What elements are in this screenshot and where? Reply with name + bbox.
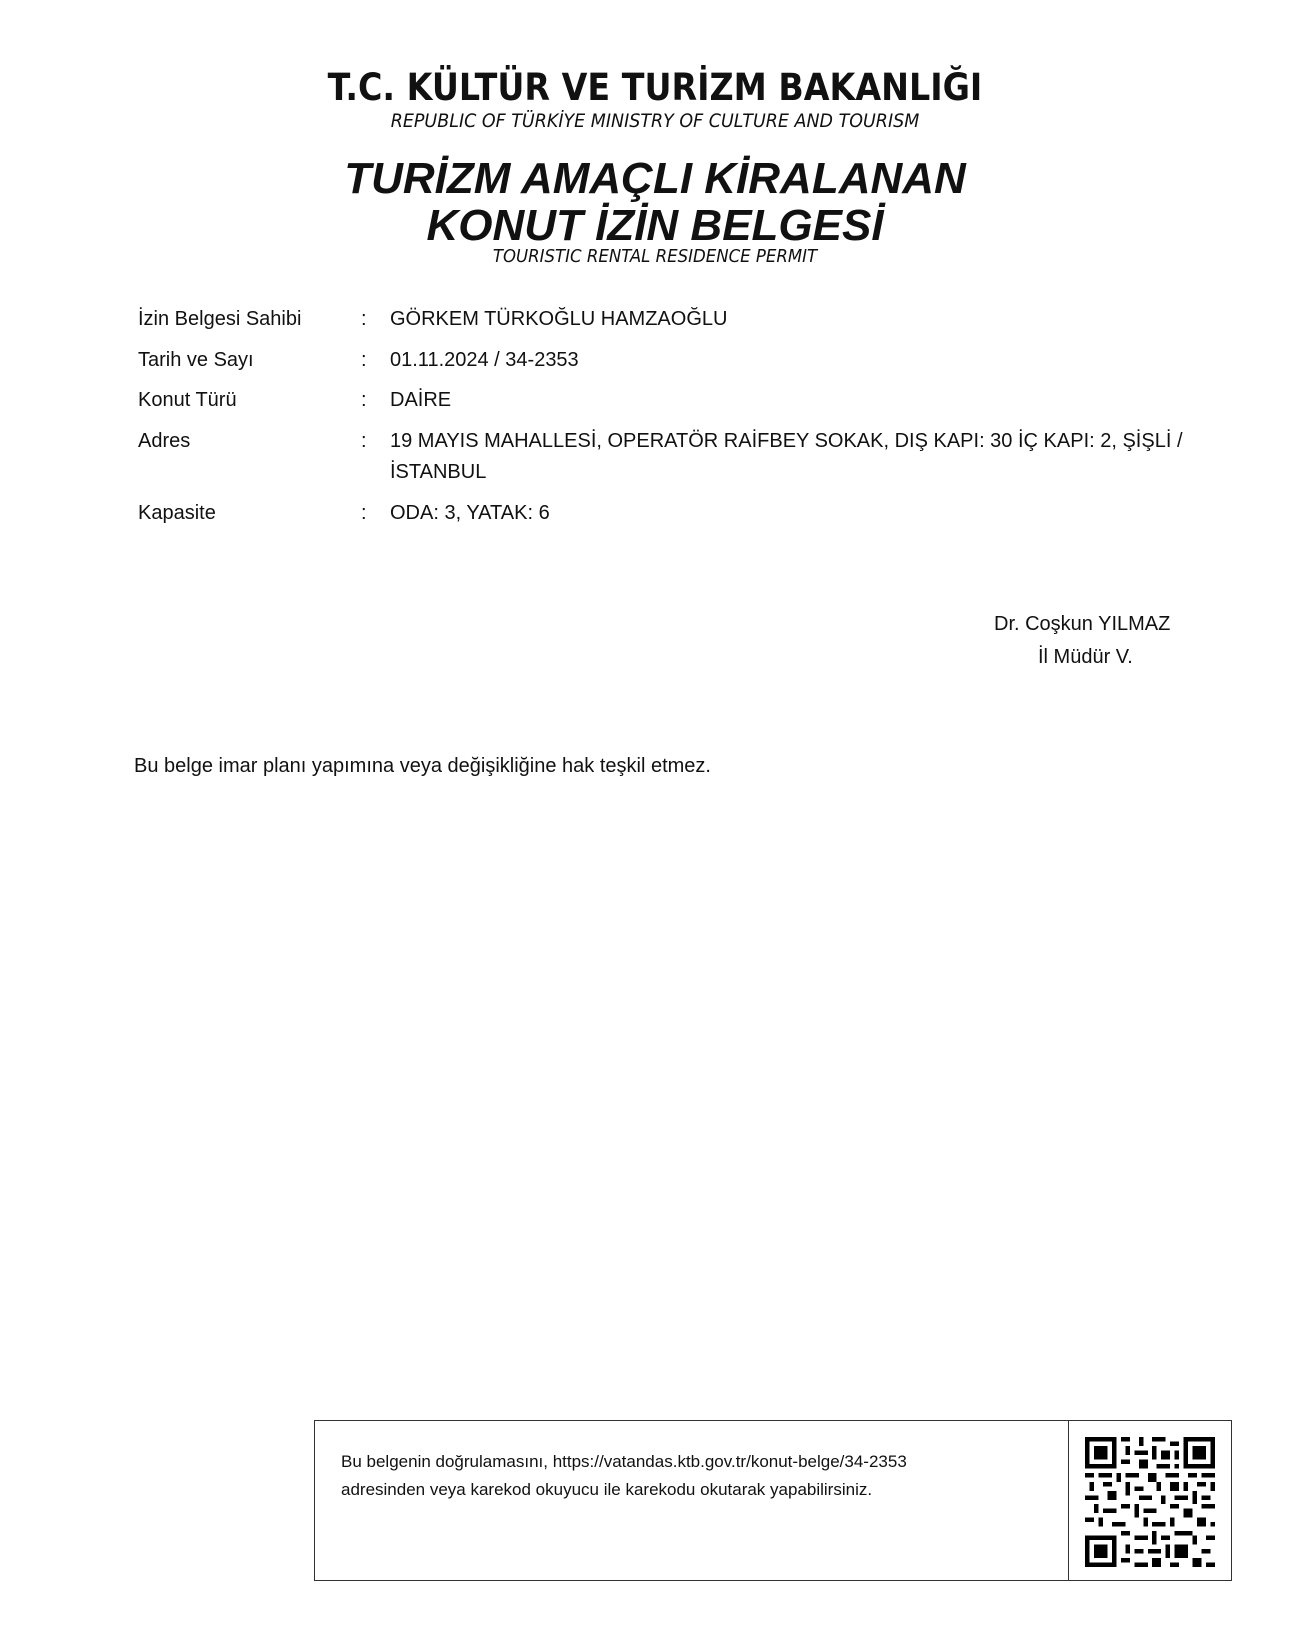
field-date-number-value: 01.11.2024 / 34-2353: [390, 349, 579, 371]
verification-divider: [1068, 1421, 1069, 1580]
field-capacity-value: ODA: 3, YATAK: 6: [390, 502, 550, 524]
verification-text-line1: Bu belgenin doğrulamasını, https://vatandas.ktb.gov.tr/konut-belge/34-2353: [341, 1452, 907, 1471]
ministry-title: T.C. KÜLTÜR VE TURİZM BAKANLIĞI: [327, 66, 983, 109]
permit-title-line2: KONUT İZİN BELGESİ: [426, 201, 884, 250]
permit-subtitle: TOURISTIC RENTAL RESIDENCE PERMIT: [492, 246, 818, 267]
verification-box: [314, 1420, 1232, 1581]
field-holder-value: GÖRKEM TÜRKOĞLU HAMZAOĞLU: [390, 308, 728, 330]
field-type-colon: :: [361, 389, 367, 411]
signature-name: Dr. Coşkun YILMAZ: [994, 613, 1171, 635]
legal-note: Bu belge imar planı yapımına veya değişikliğine hak teşkil etmez.: [134, 755, 711, 777]
field-date-number-label: Tarih ve Sayı: [138, 349, 254, 371]
field-capacity-label: Kapasite: [138, 502, 216, 524]
signature-title: İl Müdür V.: [1038, 646, 1133, 668]
field-date-number-colon: :: [361, 349, 367, 371]
qr-code-icon: [1085, 1437, 1215, 1567]
field-address-colon: :: [361, 430, 367, 452]
field-address-value-line2: İSTANBUL: [390, 461, 487, 483]
field-type-value: DAİRE: [390, 389, 452, 411]
field-address-value-line1: 19 MAYIS MAHALLESİ, OPERATÖR RAİFBEY SOKAK, DIŞ KAPI: 30 İÇ KAPI: 2, ŞİŞLİ /: [390, 430, 1183, 452]
field-address-label: Adres: [138, 430, 191, 452]
ministry-subtitle: REPUBLIC OF TÜRKİYE MINISTRY OF CULTURE AND TOURISM: [390, 110, 920, 132]
field-holder-label: İzin Belgesi Sahibi: [138, 308, 302, 330]
verification-text-line2: adresinden veya karekod okuyucu ile karekodu okutarak yapabilirsiniz.: [341, 1480, 873, 1499]
field-capacity-colon: :: [361, 502, 367, 524]
field-holder-colon: :: [361, 308, 367, 330]
permit-title-line1: TURİZM AMAÇLI KİRALANAN: [344, 154, 966, 203]
field-type-label: Konut Türü: [138, 389, 237, 411]
verification-text: [341, 1448, 1041, 1504]
